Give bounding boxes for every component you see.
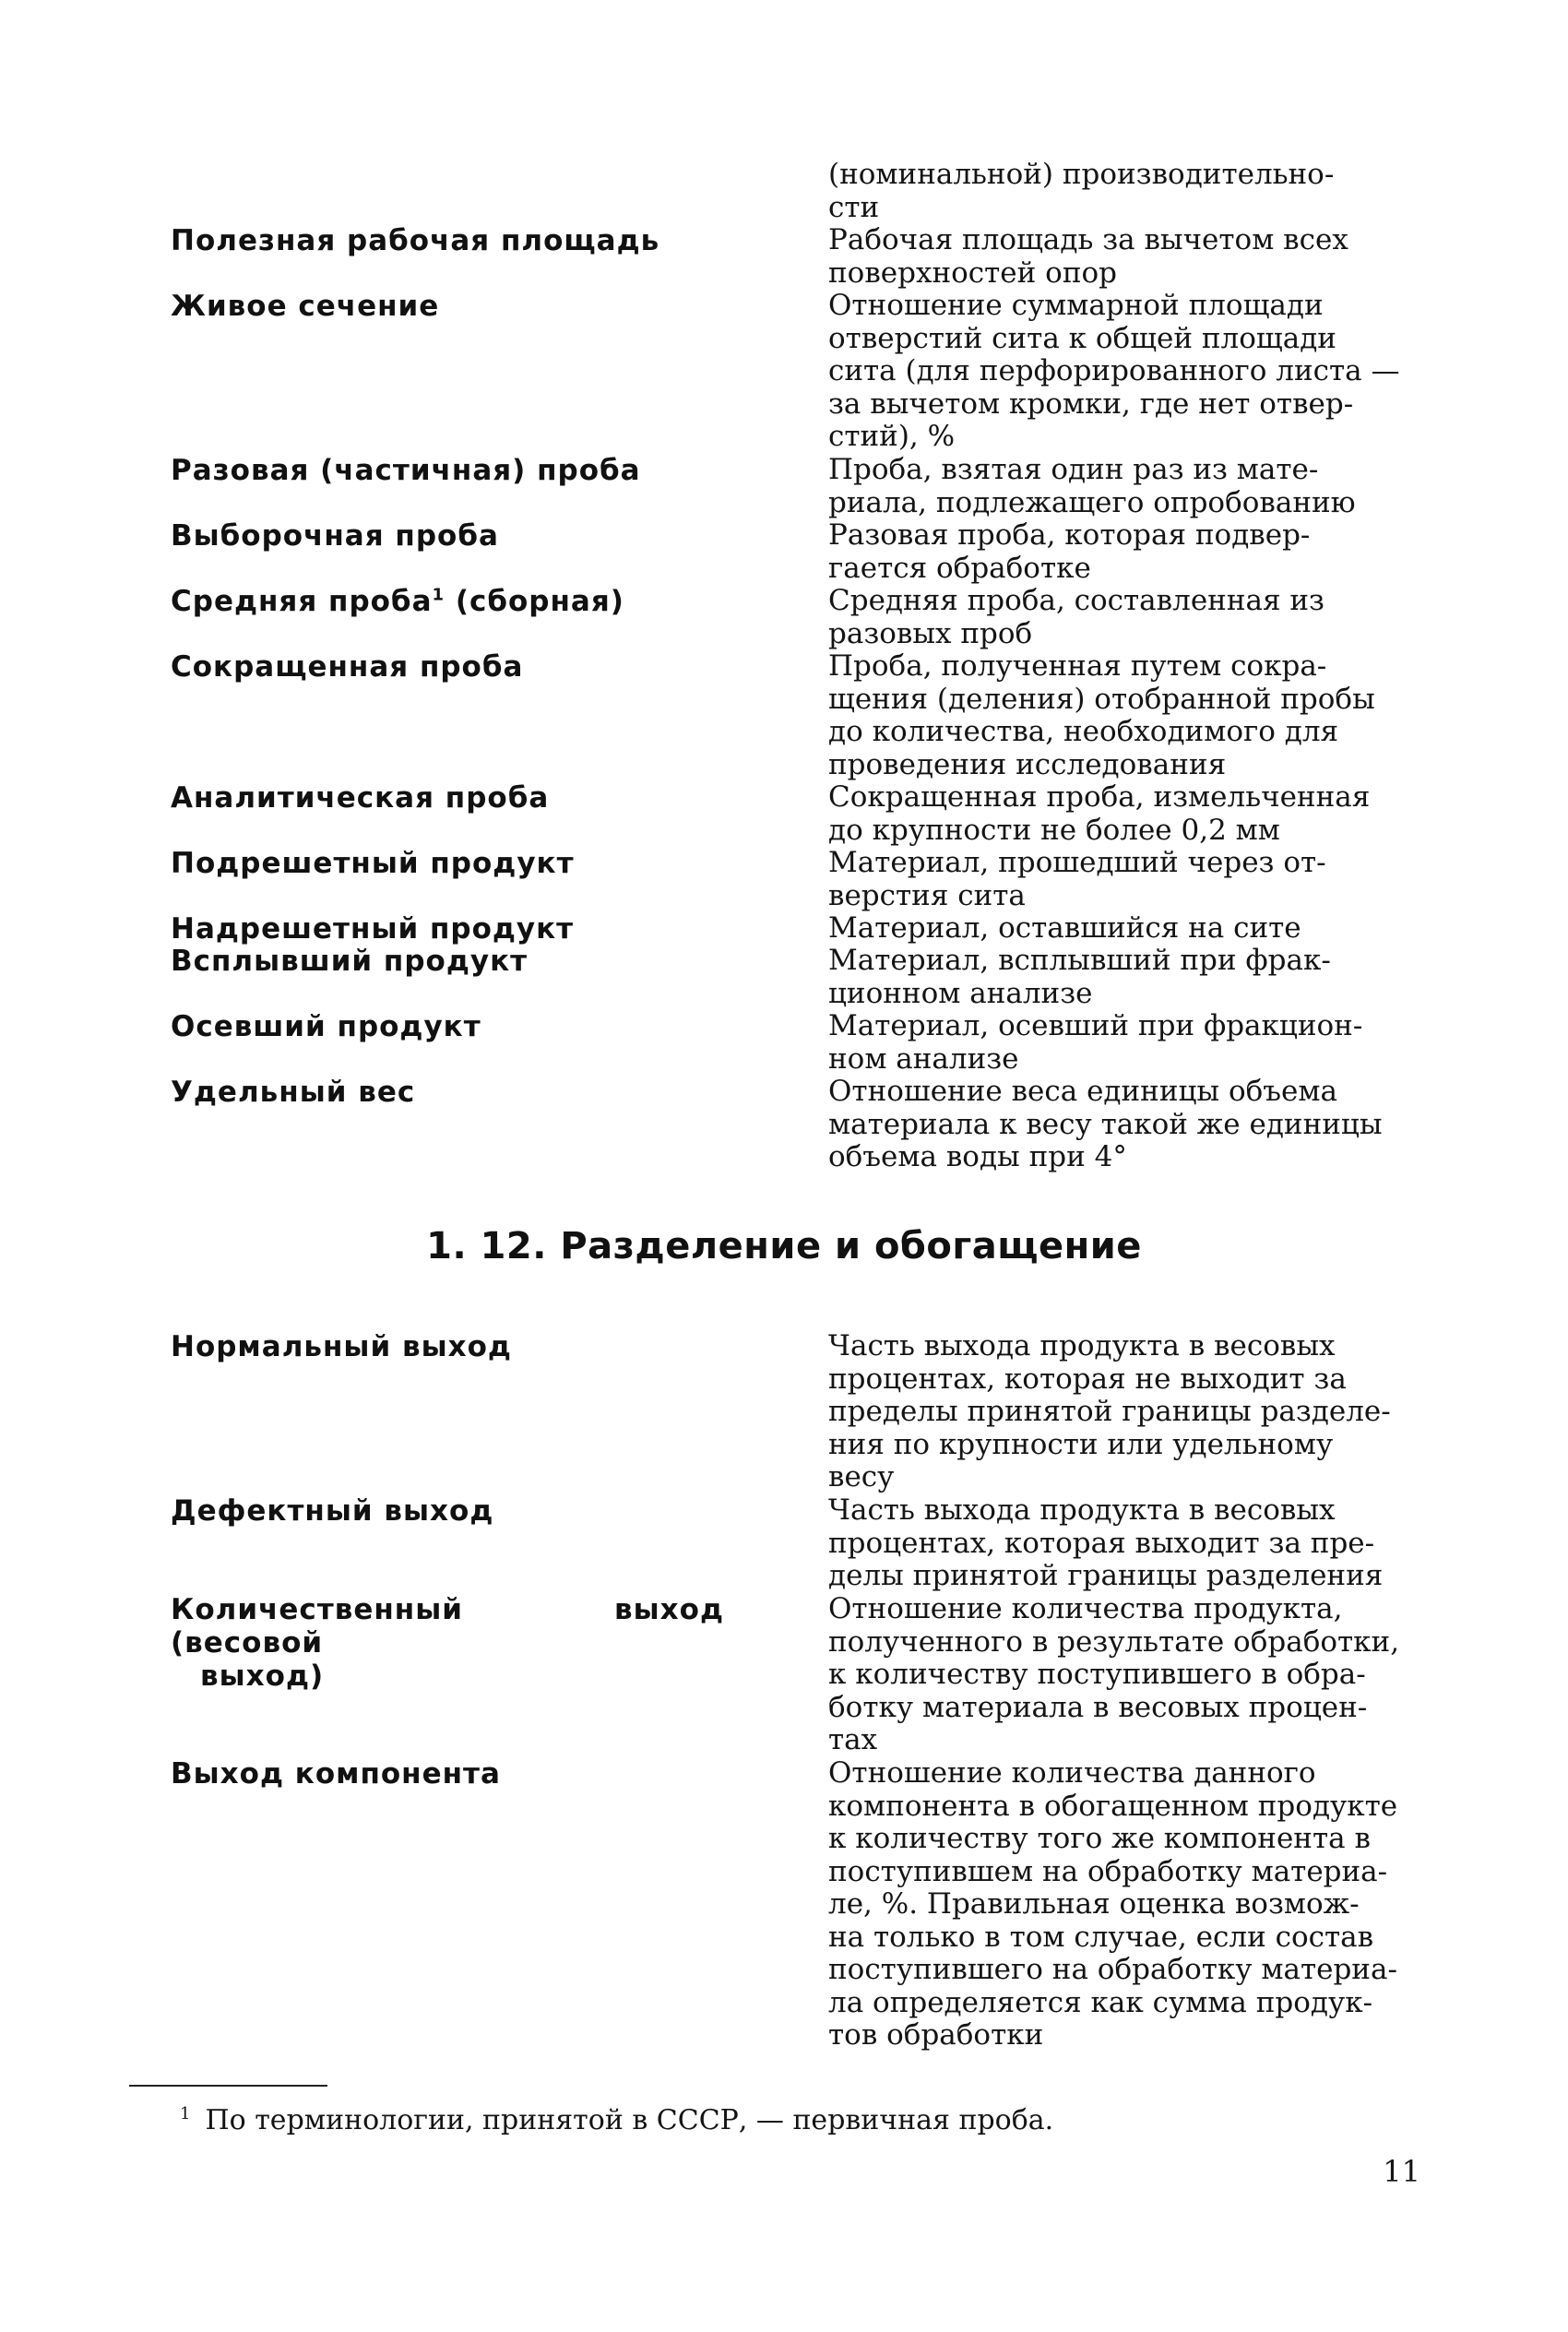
term: Выход компонента (171, 1757, 501, 1791)
footnote-text: По терминологии, принятой в СССР, — первичная проба. (205, 2104, 1054, 2136)
term-definition: Отношение суммарной площади отверстий сита к общей площади сита (для перфорированного листа — за вычетом кромки, где нет отвер- стий), % (828, 289, 1400, 453)
term-definition: (номинальной) производительно- сти (828, 158, 1335, 224)
footnote (180, 2104, 1053, 2136)
term: Аналитическая проба (171, 781, 550, 815)
term-definition: Рабочая площадь за вычетом всех поверхностей опор (828, 223, 1348, 290)
term: Дефектный выход (171, 1494, 494, 1528)
term: Живое сечение (171, 290, 440, 323)
term-definition: Часть выхода продукта в весовых процентах, которая выходит за пре- делы принятой границы разделения (828, 1493, 1384, 1592)
term-definition: Материал, осевший при фракцион- ном анализе (828, 1009, 1363, 1076)
term-definition: Проба, полученная путем сокра- щения (деления) отобранной пробы до количества, необходимого для проведения исследования (828, 649, 1375, 781)
term-definition: Отношение веса единицы объема материала к весу такой же единицы объема воды при 4° (828, 1075, 1383, 1173)
term (171, 585, 742, 618)
term: Подрешетный продукт (171, 847, 575, 880)
page-number: 11 (1383, 2154, 1420, 2189)
term-definition: Отношение количества продукта, полученного в результате обработки, к количеству поступившего в обра- ботку материала в весовых процен- тах (828, 1592, 1400, 1756)
footnote-divider (129, 2085, 327, 2087)
term-text: (сборная) (445, 585, 624, 618)
term-definition: Средняя проба, составленная из разовых проб (828, 584, 1324, 650)
term-definition: Часть выхода продукта в весовых процентах, которая не выходит за пределы принятой границы разделе- ния по крупности или удельному весу (828, 1329, 1391, 1493)
term: Осевший продукт (171, 1010, 481, 1043)
term-definition: Материал, всплывший при фрак- ционном анализе (828, 944, 1331, 1010)
term-definition: Проба, взятая один раз из мате- риала, подлежащего опробованию (828, 453, 1356, 519)
term-text: Средняя проба (171, 585, 433, 618)
term: Полезная рабочая площадь (171, 224, 660, 257)
term: Сокращенная проба (171, 650, 524, 684)
term: Нормальный выход (171, 1330, 512, 1363)
footnote-marker: 1 (432, 585, 445, 605)
term-definition: Сокращенная проба, измельченная до крупности не более 0,2 мм (828, 780, 1371, 847)
term: Выборочная проба (171, 519, 499, 553)
term: Всплывший продукт (171, 945, 529, 978)
term-definition: Отношение количества данного компонента в обогащенном продукте к количеству того же компонента в поступившем на обработку материа- ле, %. Правильная оценка возмож- на только в том случае, если состав поступившего на обработку материа- ла определяется как сумма продук- тов обработки (828, 1756, 1398, 2052)
section-title: 1. 12. Разделение и обогащение (426, 1225, 1142, 1267)
term-line: Количественный выход (весовой (171, 1593, 724, 1660)
term-definition: Разовая проба, которая подвер- гается обработке (828, 518, 1311, 585)
footnote-marker: 1 (180, 2104, 191, 2124)
term-definition: Материал, оставшийся на сите (828, 911, 1301, 945)
term: Разовая (частичная) проба (171, 454, 641, 487)
term: Удельный вес (171, 1076, 416, 1109)
term-line: выход) (200, 1660, 325, 1693)
term: Надрешетный продукт (171, 912, 575, 946)
term-definition: Материал, прошедший через от- верстия сита (828, 846, 1326, 912)
term (171, 1593, 742, 1693)
